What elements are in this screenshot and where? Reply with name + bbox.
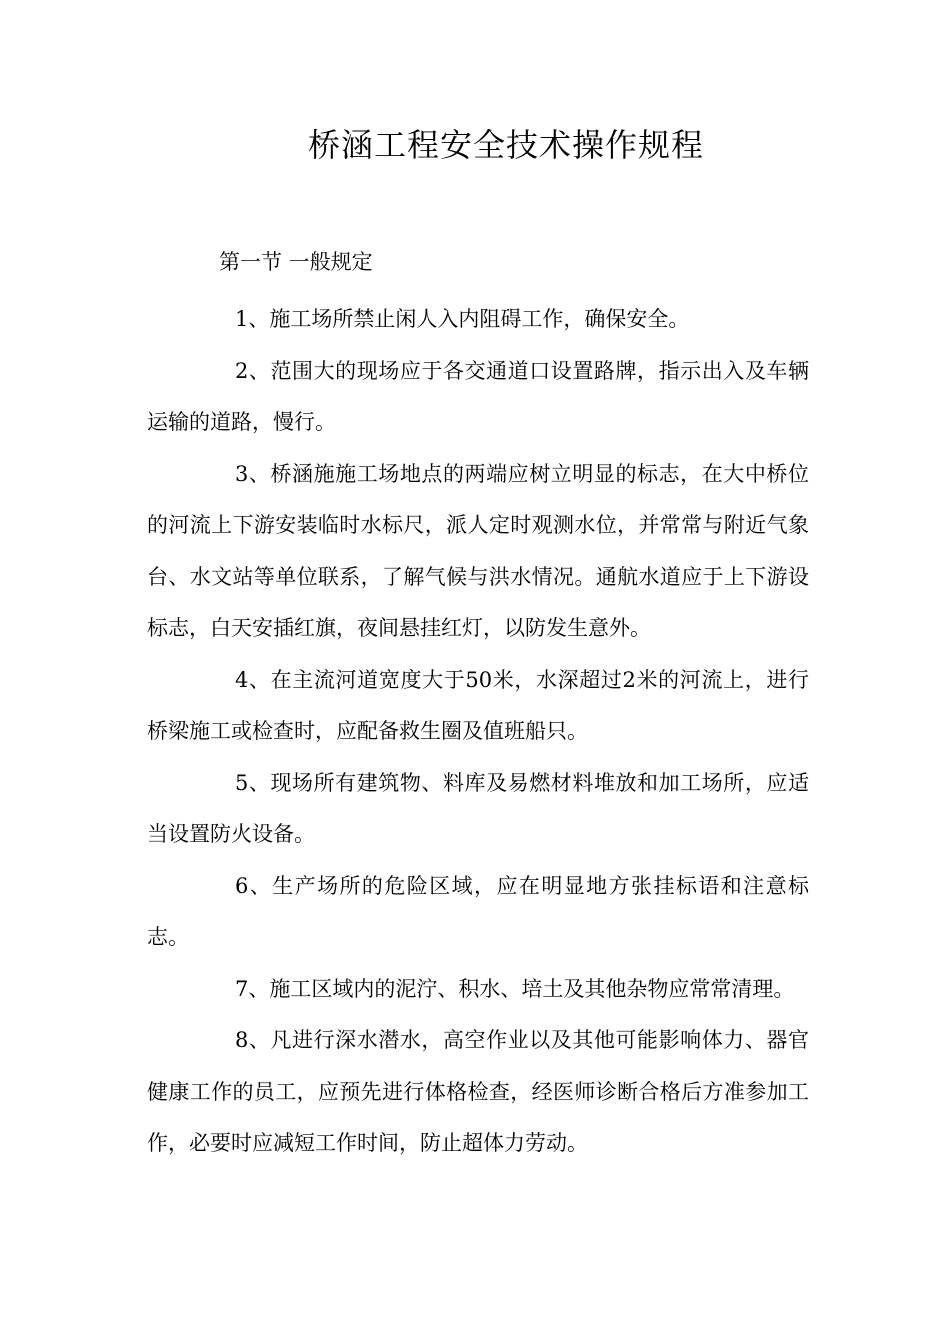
paragraph-5: 5、现场所有建筑物、料库及易燃材料堆放和加工场所，应适当设置防火设备。	[147, 770, 809, 846]
paragraph-4: 4、在主流河道宽度大于50米，水深超过2米的河流上，进行桥梁施工或检查时，应配备救生圈及值班船只。	[147, 667, 809, 743]
paragraph-1: 1、施工场所禁止闲人入内阻碍工作，确保安全。	[235, 307, 690, 331]
document-title: 桥涵工程安全技术操作规程	[307, 126, 704, 164]
paragraph-2: 2、范围大的现场应于各交通道口设置路牌，指示出入及车辆运输的道路，慢行。	[147, 358, 809, 434]
section-heading: 第一节 一般规定	[219, 250, 373, 274]
paragraph-8: 8、凡进行深水潜水，高空作业以及其他可能影响体力、器官健康工作的员工，应预先进行体格检查，经医师诊断合格后方准参加工作，必要时应减短工作时间，防止超体力劳动。	[147, 1028, 809, 1155]
paragraph-6: 6、生产场所的危险区域，应在明显地方张挂标语和注意标志。	[147, 873, 809, 949]
paragraph-7: 7、施工区域内的泥泞、积水、培土及其他杂物应常常清理。	[235, 976, 795, 1001]
paragraph-3: 3、桥涵施施工场地点的两端应树立明显的标志，在大中桥位的河流上下游安装临时水标尺，派人定时观测水位，并常常与附近气象台、水文站等单位联系，了解气候与洪水情况。通航水道应于上下游设标志，白天安插红旗，夜间悬挂红灯，以防发生意外。	[147, 461, 809, 640]
document-body	[147, 294, 809, 1170]
